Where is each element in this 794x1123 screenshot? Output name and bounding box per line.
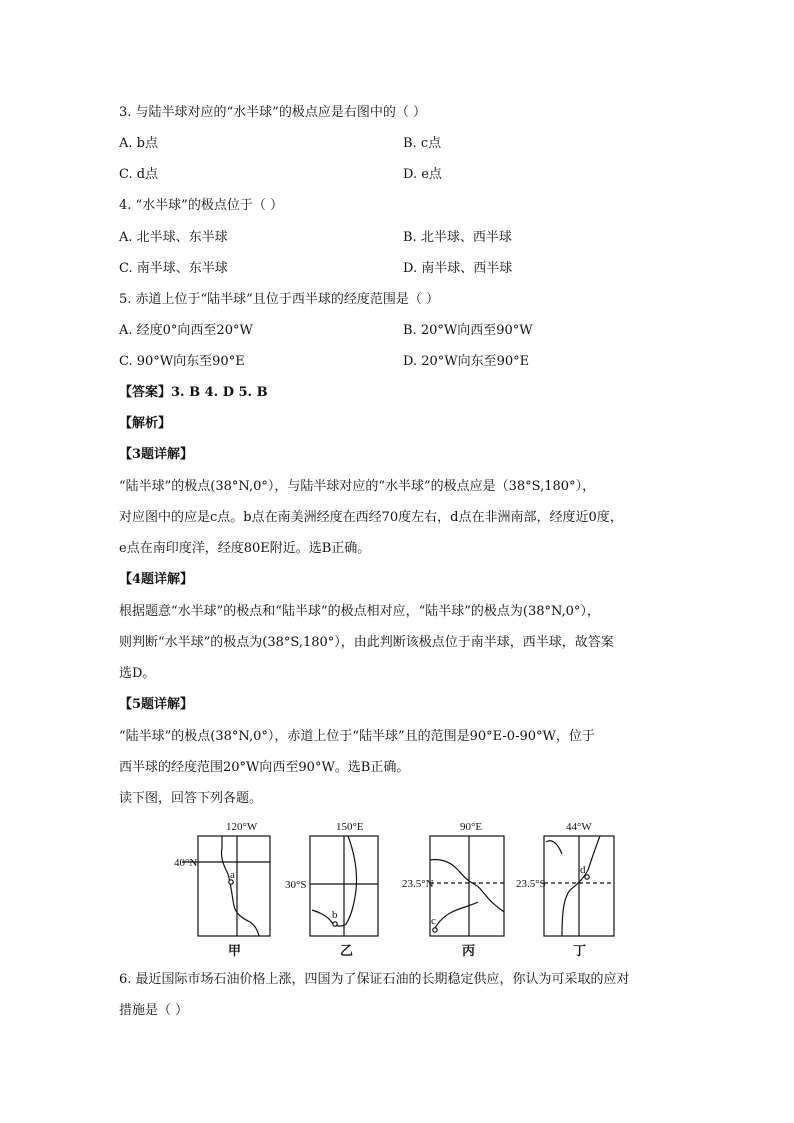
map-jia: [182, 836, 270, 936]
map-yi-point: b: [332, 909, 338, 921]
q3-option-a: A. b点: [119, 136, 158, 151]
map-ding: [544, 836, 614, 936]
q5-option-c: C. 90°W向东至90°E: [119, 354, 245, 369]
q4-option-c: C. 南半球、东半球: [119, 261, 228, 276]
map-yi-name: 乙: [340, 944, 354, 959]
map-bing-name: 丙: [462, 944, 476, 959]
q4-detail-line-1: 根据题意“水半球”的极点和“陆半球”的极点相对应，“陆半球”的极点为(38°N,0°），: [119, 604, 600, 619]
map-yi-longitude: 150°E: [336, 821, 364, 833]
q4-option-d: D. 南半球、西半球: [403, 261, 513, 276]
map-bing-latitude: 23.5°N: [402, 878, 434, 890]
analysis-heading: 【解析】: [119, 416, 172, 431]
q4-stem: 4. “水半球”的极点位于（ ）: [119, 198, 283, 213]
map-jia-latitude: 40°N: [174, 857, 198, 869]
q3-detail-line-2: 对应图中的应是c点。b点在南美洲经度在西经70度左右，d点在非洲南部，经度近0度，: [119, 510, 623, 525]
q4-detail-heading: 【4题详解】: [119, 572, 194, 587]
map-bing: [430, 836, 504, 936]
four-maps-figure: [160, 818, 640, 960]
q3-detail-line-3: e点在南印度洋，经度80E附近。选B正确。: [119, 541, 371, 556]
map-jia-name: 甲: [228, 944, 242, 959]
q5-stem: 5. 赤道上位于“陆半球”且位于西半球的经度范围是（ ）: [119, 292, 439, 307]
q3-detail-line-1: “陆半球”的极点(38°N,0°），与陆半球对应的“水半球”的极点应是（38°S,180°），: [119, 479, 596, 494]
q5-detail-line-1: “陆半球”的极点(38°N,0°），赤道上位于“陆半球”且的范围是90°E-0-90°W，位于: [119, 729, 595, 744]
q3-option-c: C. d点: [119, 167, 159, 182]
answer-line: 【答案】3. B 4. D 5. B: [119, 385, 268, 400]
q5-detail-heading: 【5题详解】: [119, 697, 194, 712]
q6-stem-line-1: 6. 最近国际市场石油价格上涨，四国为了保证石油的长期稳定供应，你认为可采取的应对: [119, 972, 630, 987]
map-jia-longitude: 120°W: [226, 821, 258, 833]
q4-option-b: B. 北半球、西半球: [403, 230, 512, 245]
q3-stem: 3. 与陆半球对应的“水半球”的极点应是右图中的（ ）: [119, 105, 426, 120]
q5-detail-line-2: 西半球的经度范围20°W向西至90°W。选B正确。: [119, 760, 410, 775]
map-ding-name: 丁: [573, 944, 587, 959]
figure-intro: 读下图，回答下列各题。: [119, 791, 263, 806]
q6-stem-line-2: 措施是（ ）: [119, 1003, 189, 1018]
q3-detail-heading: 【3题详解】: [119, 447, 194, 462]
map-bing-point: c: [431, 915, 436, 927]
q5-option-b: B. 20°W向西至90°W: [403, 323, 533, 338]
map-jia-point: a: [230, 869, 235, 881]
map-ding-latitude: 23.5°S: [516, 878, 546, 890]
map-ding-longitude: 44°W: [566, 821, 592, 833]
q5-option-a: A. 经度0°向西至20°W: [119, 323, 253, 338]
q4-detail-line-2: 则判断“水半球”的极点为(38°S,180°），由此判断该极点位于南半球，西半球，故答案: [119, 635, 614, 650]
map-yi-latitude: 30°S: [285, 879, 307, 891]
q3-option-d: D. e点: [403, 167, 442, 182]
q4-option-a: A. 北半球、东半球: [119, 230, 228, 245]
map-ding-point: d: [580, 864, 586, 876]
q5-option-d: D. 20°W向东至90°E: [403, 354, 530, 369]
q3-option-b: B. c点: [403, 136, 442, 151]
map-yi: [310, 836, 378, 936]
map-bing-longitude: 90°E: [460, 821, 483, 833]
q4-detail-line-3: 选D。: [119, 666, 156, 681]
